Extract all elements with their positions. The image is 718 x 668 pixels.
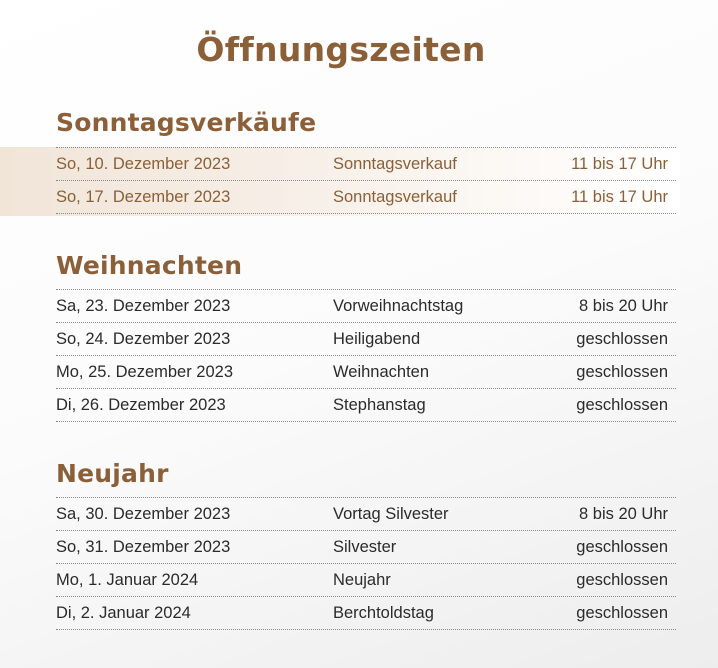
- row-date: So, 10. Dezember 2023: [56, 155, 231, 173]
- row-name: Sonntagsverkauf: [333, 155, 457, 173]
- row-time: geschlossen: [576, 538, 668, 556]
- row-time: geschlossen: [576, 330, 668, 348]
- row-date: Di, 2. Januar 2024: [56, 604, 191, 622]
- table-row: [56, 596, 676, 630]
- table-neujahr: [56, 497, 676, 630]
- row-time: 8 bis 20 Uhr: [579, 505, 668, 523]
- table-row: [56, 355, 676, 388]
- row-time: geschlossen: [576, 396, 668, 414]
- row-name: Vortag Silvester: [333, 505, 449, 523]
- row-time: 11 bis 17 Uhr: [571, 155, 668, 173]
- row-date: Di, 26. Dezember 2023: [56, 396, 226, 414]
- row-date: Sa, 23. Dezember 2023: [56, 297, 231, 315]
- row-date: Mo, 25. Dezember 2023: [56, 363, 234, 381]
- row-name: Stephanstag: [333, 396, 426, 414]
- table-row: [56, 322, 676, 355]
- row-name: Berchtoldstag: [333, 604, 434, 622]
- row-time: geschlossen: [576, 363, 668, 381]
- row-name: Vorweihnachtstag: [333, 297, 464, 315]
- row-name: Weihnachten: [333, 363, 430, 381]
- row-date: Mo, 1. Januar 2024: [56, 571, 199, 589]
- row-date: So, 17. Dezember 2023: [56, 188, 231, 206]
- row-time: geschlossen: [576, 604, 668, 622]
- table-sonntagsverkaeufe: [56, 147, 676, 214]
- table-row: [56, 563, 676, 596]
- table-row: [56, 289, 676, 322]
- row-name: Silvester: [333, 538, 397, 556]
- row-name: Heiligabend: [333, 330, 421, 348]
- table-row: [56, 147, 676, 180]
- section-title-neujahr: Neujahr: [56, 459, 169, 488]
- row-date: So, 24. Dezember 2023: [56, 330, 231, 348]
- row-name: Neujahr: [333, 571, 391, 589]
- row-time: geschlossen: [576, 571, 668, 589]
- section-title-sonntagsverkaeufe: Sonntagsverkäufe: [56, 108, 317, 137]
- row-date: So, 31. Dezember 2023: [56, 538, 231, 556]
- table-weihnachten: [56, 289, 676, 422]
- row-time: 11 bis 17 Uhr: [571, 188, 668, 206]
- table-row: [56, 388, 676, 422]
- table-row: [56, 497, 676, 530]
- section-title-weihnachten: Weihnachten: [56, 251, 243, 280]
- row-date: Sa, 30. Dezember 2023: [56, 505, 231, 523]
- page-title: Öffnungszeiten: [196, 30, 486, 69]
- table-row: [56, 180, 676, 214]
- table-row: [56, 530, 676, 563]
- row-time: 8 bis 20 Uhr: [579, 297, 668, 315]
- row-name: Sonntagsverkauf: [333, 188, 457, 206]
